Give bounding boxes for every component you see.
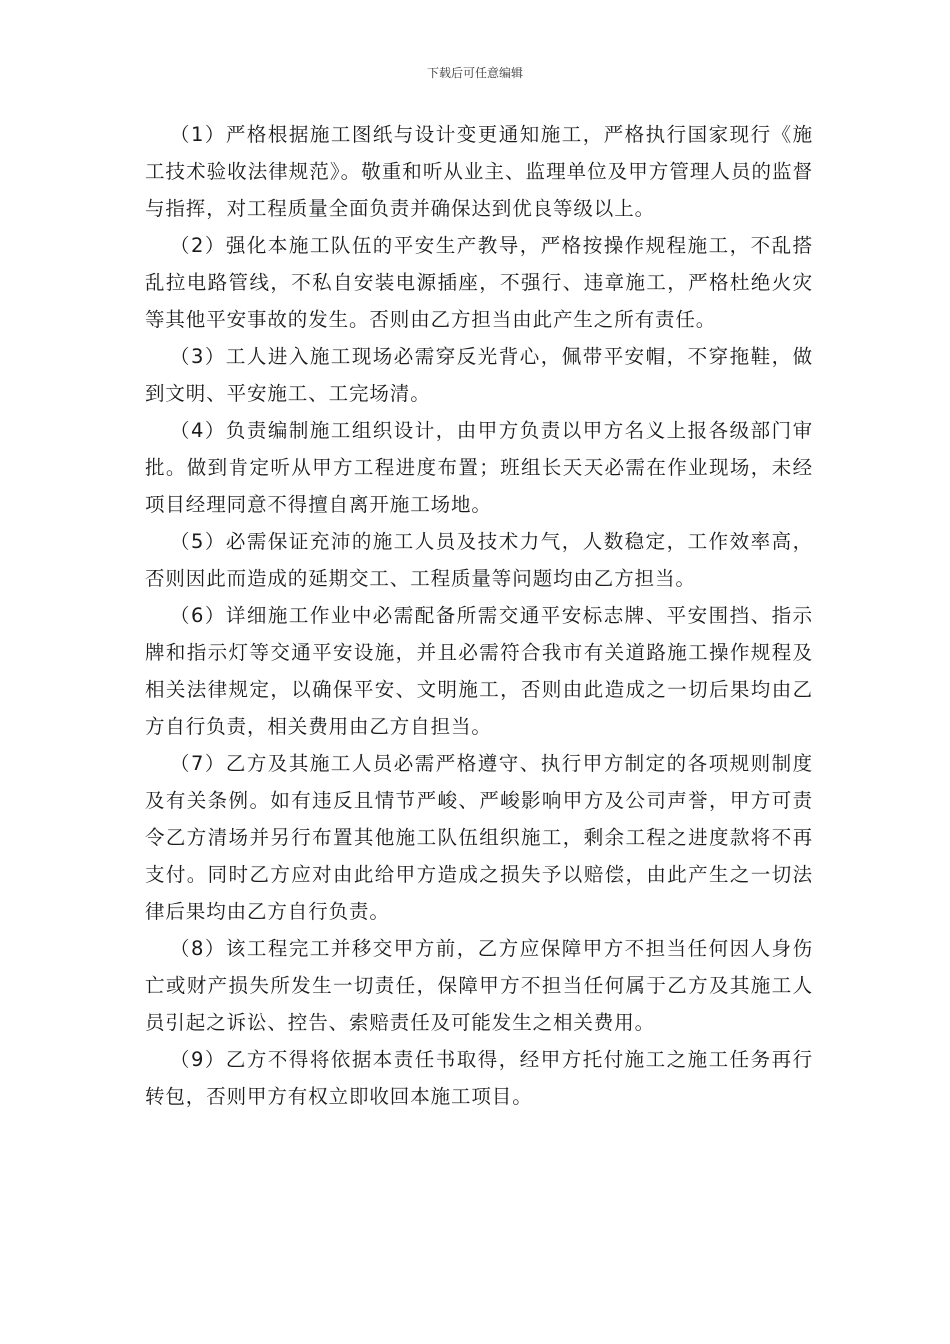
clause-7: （7）乙方及其施工人员必需严格遵守、执行甲方制定的各项规则制度及有关条例。如有违反且情节严峻、严峻影响甲方及公司声誉，甲方可责令乙方清场并另行布置其他施工队伍组织施工，剩余工程之进度款将不再支付。同时乙方应对由此给甲方造成之损失予以赔偿，由此产生之一切法律后果均由乙方自行负责。	[145, 752, 813, 923]
clause-1: （1）严格根据施工图纸与设计变更通知施工，严格执行国家现行《施工技术验收法律规范》。敬重和听从业主、监理单位及甲方管理人员的监督与指挥，对工程质量全面负责并确保达到优良等级以上。	[145, 123, 813, 220]
clause-2: （2）强化本施工队伍的平安生产教导，严格按操作规程施工，不乱搭乱拉电路管线，不私自安装电源插座，不强行、违章施工，严格杜绝火灾等其他平安事故的发生。否则由乙方担当由此产生之所有责任。	[145, 234, 813, 331]
clause-6: （6）详细施工作业中必需配备所需交通平安标志牌、平安围挡、指示牌和指示灯等交通平安设施，并且必需符合我市有关道路施工操作规程及相关法律规定，以确保平安、文明施工，否则由此造成之一切后果均由乙方自行负责，相关费用由乙方自担当。	[145, 604, 813, 738]
clause-4: （4）负责编制施工组织设计，由甲方负责以甲方名义上报各级部门审批。做到肯定听从甲方工程进度布置；班组长天天必需在作业现场，未经项目经理同意不得擅自离开施工场地。	[145, 419, 813, 516]
clause-8: （8）该工程完工并移交甲方前，乙方应保障甲方不担当任何因人身伤亡或财产损失所发生一切责任，保障甲方不担当任何属于乙方及其施工人员引起之诉讼、控告、索赔责任及可能发生之相关费用。	[145, 937, 813, 1034]
clause-5: （5）必需保证充沛的施工人员及技术力气，人数稳定，工作效率高，否则因此而造成的延期交工、工程质量等问题均由乙方担当。	[145, 530, 813, 590]
clause-9: （9）乙方不得将依据本责任书取得，经甲方托付施工之施工任务再行转包，否则甲方有权立即收回本施工项目。	[145, 1048, 813, 1108]
page-header: 下载后可任意编辑	[426, 66, 523, 80]
document-body	[145, 116, 813, 1115]
clause-3: （3）工人进入施工现场必需穿反光背心，佩带平安帽，不穿拖鞋，做到文明、平安施工、工完场清。	[145, 345, 813, 405]
